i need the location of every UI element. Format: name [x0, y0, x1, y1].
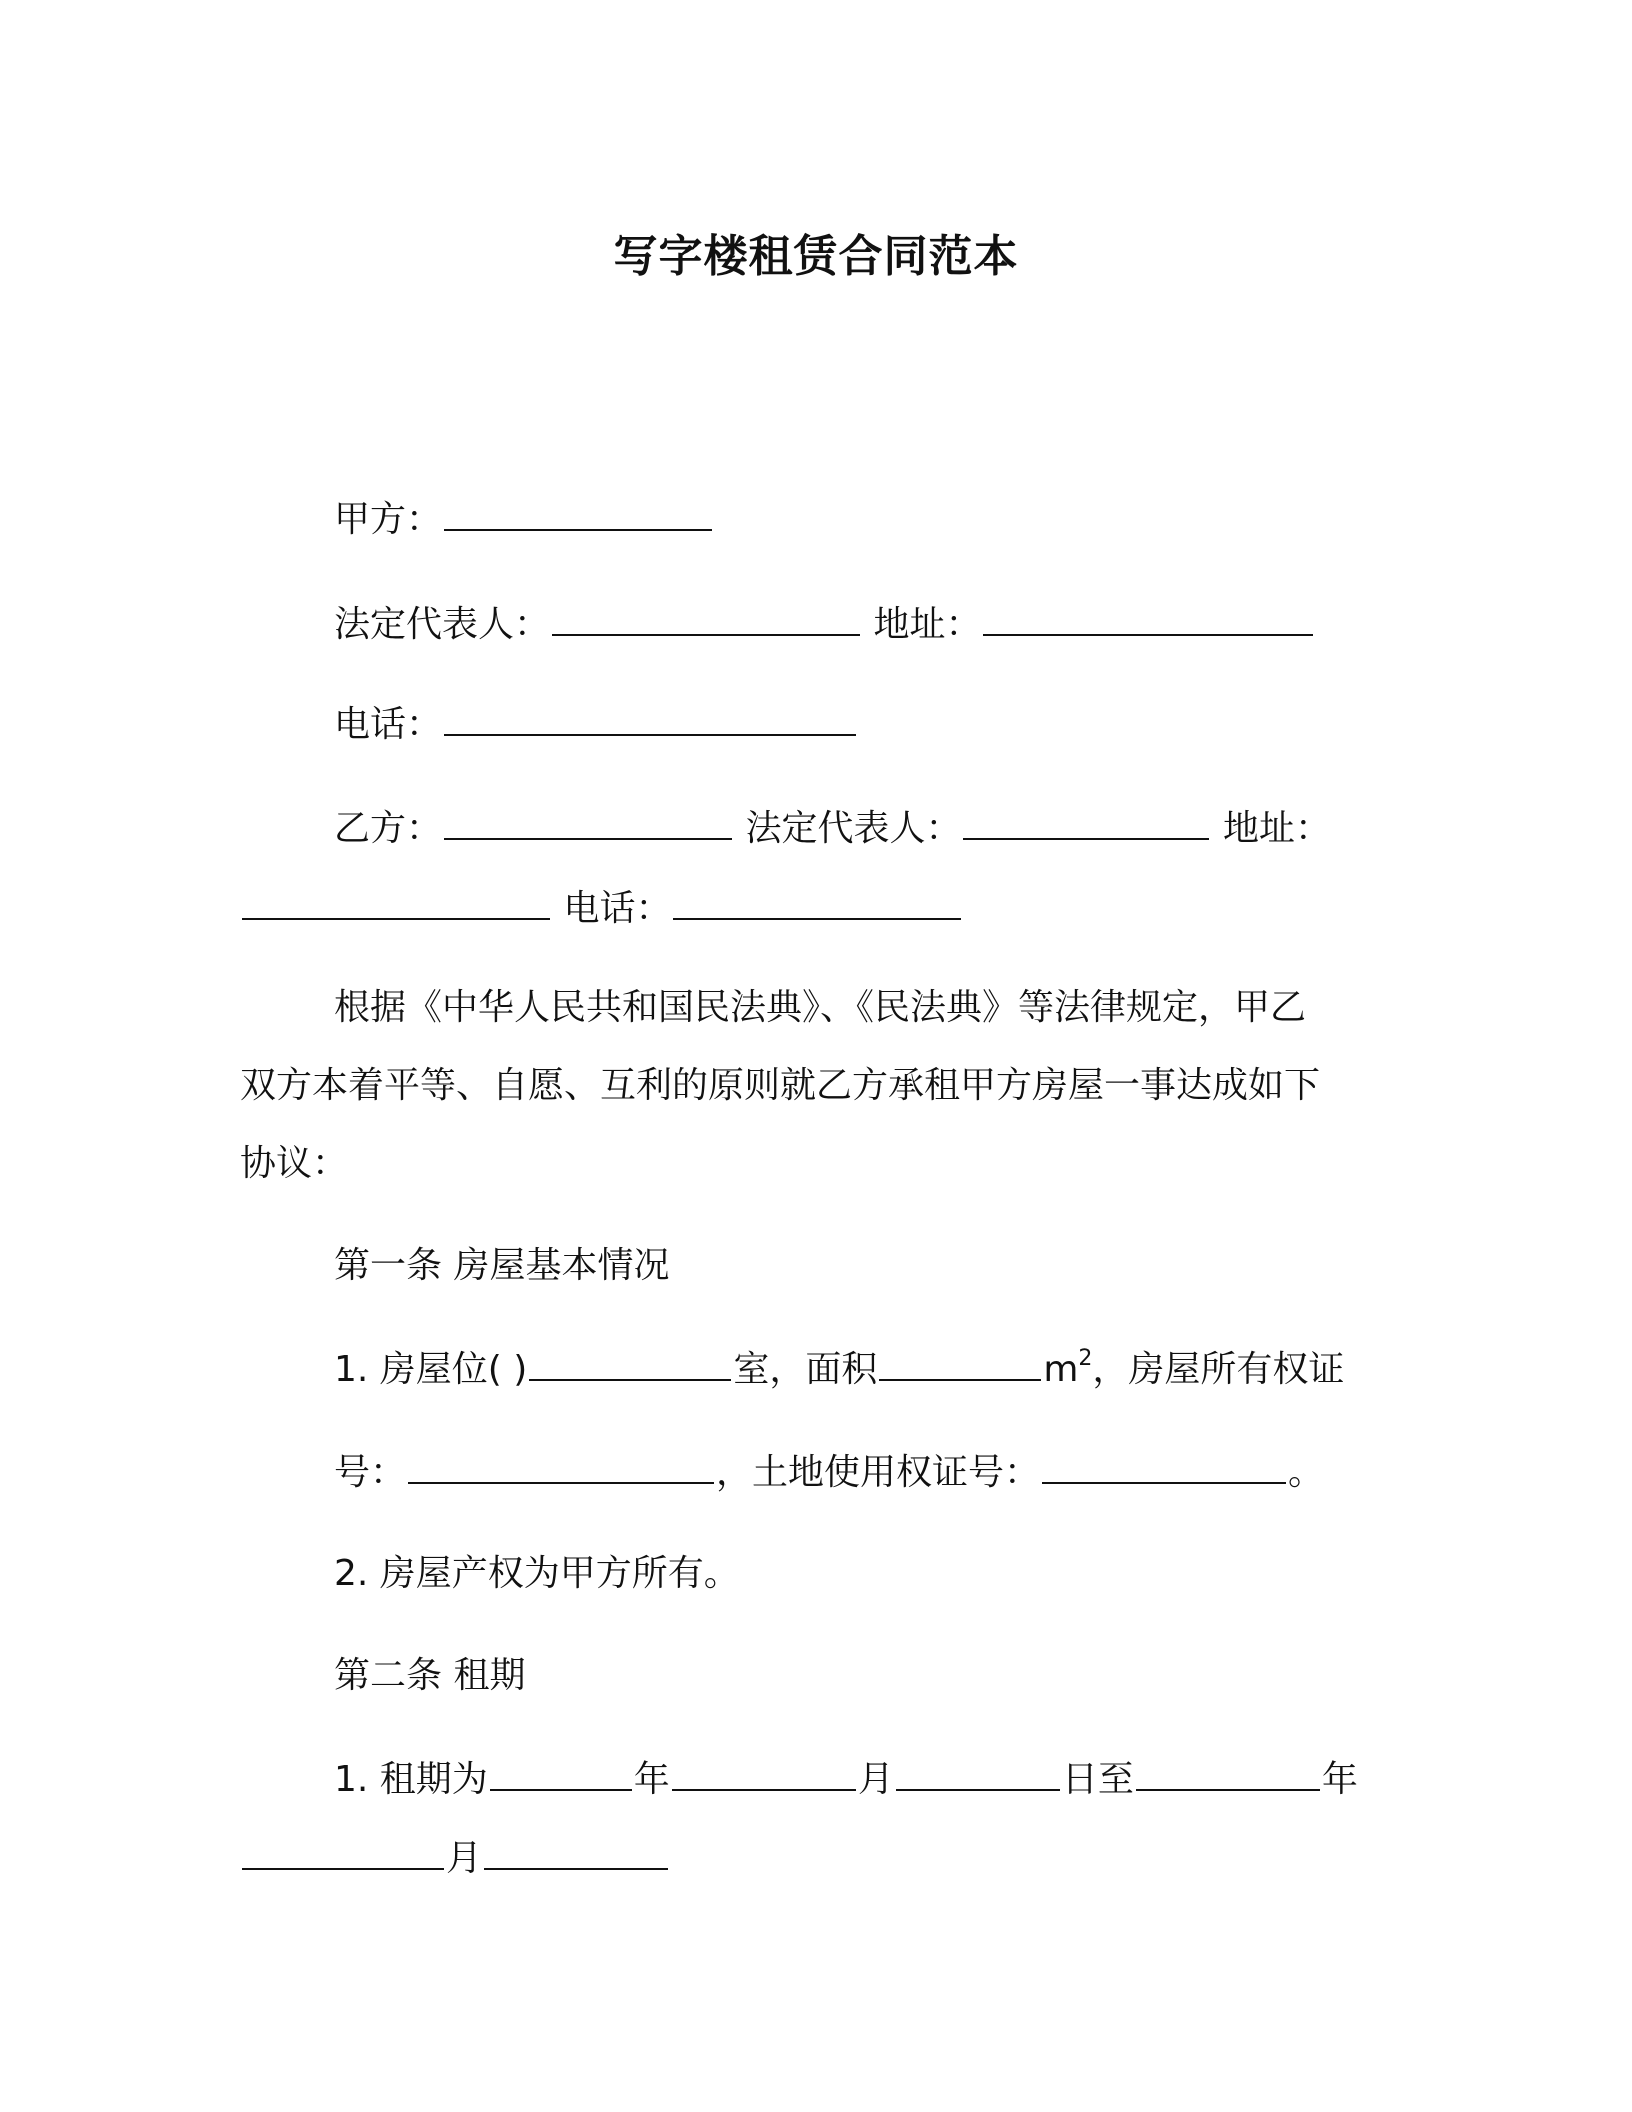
area-unit: $m^2$: [1043, 1346, 1093, 1390]
party-a-address-field[interactable]: [983, 600, 1313, 636]
preamble-line-3: 协议：: [240, 1143, 349, 1184]
article-1-item-1: [334, 1345, 1344, 1394]
article-1-item-1-cont: [334, 1448, 1324, 1497]
party-b-name-field[interactable]: [444, 804, 732, 840]
party-b-address-label: 地址：: [1222, 808, 1331, 849]
party-a-phone-field[interactable]: [444, 700, 856, 736]
month-label-2: 月: [446, 1838, 483, 1879]
land-cert-field[interactable]: [1042, 1448, 1286, 1484]
month-label: 月: [857, 1759, 894, 1800]
document-title: 写字楼租赁合同范本: [613, 231, 1019, 282]
party-a-phone-label: 电话：: [334, 704, 443, 745]
party-b-label: 乙方：: [334, 808, 443, 849]
party-a-rep-line: [334, 600, 1315, 649]
party-b-address-field[interactable]: [242, 884, 550, 920]
party-a-rep-field[interactable]: [552, 600, 860, 636]
day-to-label: 日至: [1061, 1759, 1134, 1800]
item-1-cert-text: ，房屋所有权证: [1092, 1349, 1345, 1390]
party-b-phone-label: 电话：: [563, 888, 672, 929]
article-1-item-2: 2. 房屋产权为甲方所有。: [334, 1553, 740, 1594]
party-a-label: 甲方：: [334, 499, 443, 540]
start-month-field[interactable]: [672, 1755, 856, 1791]
lease-term-prefix: 1. 租期为: [334, 1759, 488, 1800]
party-b-line: [334, 804, 1331, 853]
year-label-2: 年: [1321, 1759, 1358, 1800]
ownership-cert-field[interactable]: [408, 1448, 714, 1484]
party-b-line-2: [240, 884, 963, 933]
article-2-item-1-cont: [240, 1834, 670, 1883]
party-b-rep-field[interactable]: [963, 804, 1209, 840]
start-day-field[interactable]: [896, 1755, 1060, 1791]
party-a-line: [334, 495, 714, 544]
party-a-address-label: 地址：: [873, 604, 982, 645]
start-year-field[interactable]: [490, 1755, 632, 1791]
item-1b-end: 。: [1288, 1452, 1325, 1493]
year-label: 年: [633, 1759, 670, 1800]
item-1b-prefix: 号：: [334, 1452, 407, 1493]
party-a-phone-line: [334, 700, 858, 749]
article-1-heading: 第一条 房屋基本情况: [334, 1245, 670, 1286]
article-2-heading: 第二条 租期: [334, 1655, 526, 1696]
room-number-field[interactable]: [529, 1345, 731, 1381]
party-b-rep-label: 法定代表人：: [745, 808, 962, 849]
item-1-prefix: 1. 房屋位( ): [334, 1349, 528, 1390]
area-field[interactable]: [879, 1345, 1041, 1381]
end-day-field[interactable]: [484, 1834, 668, 1870]
article-2-item-1: [334, 1755, 1358, 1804]
item-1b-land-text: ，土地使用权证号：: [716, 1452, 1041, 1493]
party-a-name-field[interactable]: [444, 495, 712, 531]
end-year-field[interactable]: [1136, 1755, 1320, 1791]
preamble-line-1: 根据《中华人民共和国民法典》、《民法典》等法律规定，甲乙: [334, 987, 1307, 1028]
end-month-field[interactable]: [242, 1834, 444, 1870]
item-1-room-text: 室，面积: [733, 1349, 878, 1390]
party-b-phone-field[interactable]: [673, 884, 961, 920]
party-a-rep-label: 法定代表人：: [334, 604, 551, 645]
preamble-line-2: 双方本着平等、自愿、互利的原则就乙方承租甲方房屋一事达成如下: [240, 1065, 1321, 1106]
